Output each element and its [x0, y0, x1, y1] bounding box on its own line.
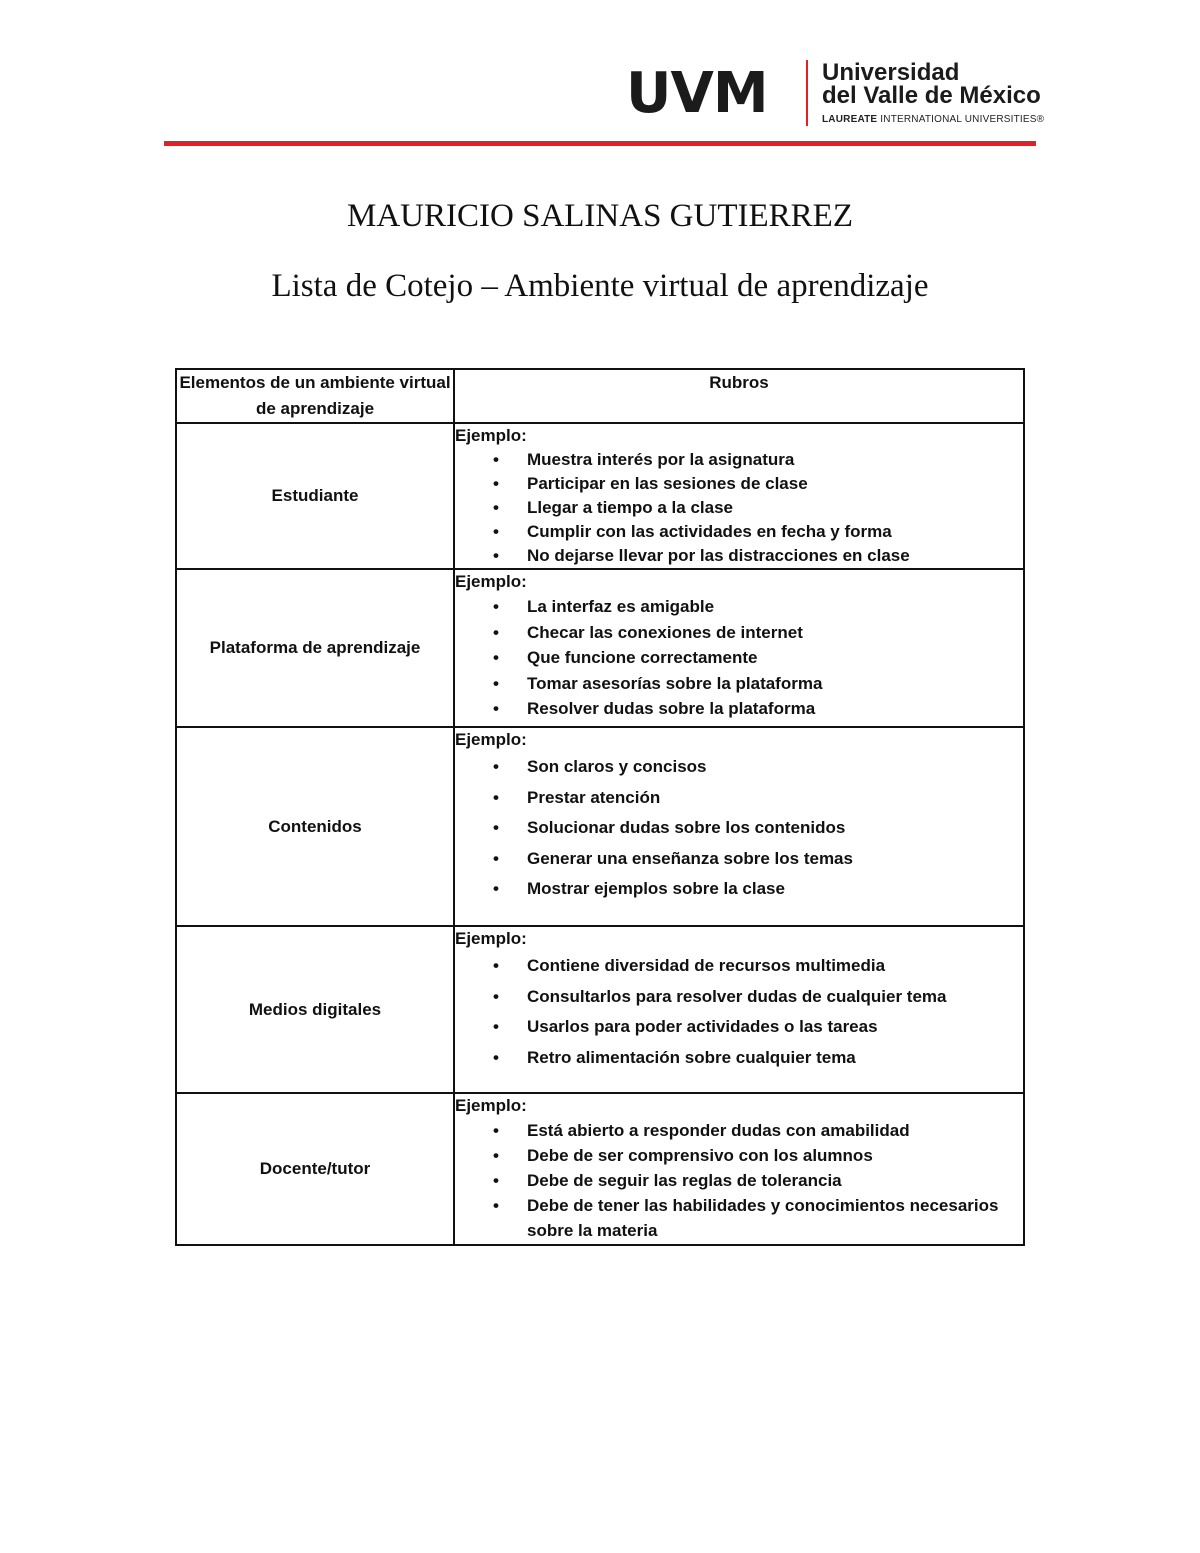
rubros-list	[455, 1118, 1023, 1243]
list-item: • Llegar a tiempo a la clase	[455, 496, 1023, 520]
list-item: • No dejarse llevar por las distracciones en clase	[455, 544, 1023, 568]
rubros-list	[455, 448, 1023, 568]
list-item: • Que funcione correctamente	[455, 645, 1023, 671]
list-item: • Está abierto a responder dudas con amabilidad	[455, 1118, 1023, 1143]
header-divider	[164, 141, 1036, 146]
list-item: • Mostrar ejemplos sobre la clase	[455, 874, 1023, 905]
list-item: • Checar las conexiones de internet	[455, 620, 1023, 646]
element-cell: Docente/tutor	[176, 1093, 454, 1245]
header-elements: Elementos de un ambiente virtual de aprendizaje	[176, 369, 454, 423]
header-rubros: Rubros	[454, 369, 1024, 423]
table-header-row	[176, 369, 1024, 423]
rubros-list	[455, 594, 1023, 722]
author-name: MAURICIO SALINAS GUTIERREZ	[347, 198, 853, 234]
table-row	[176, 569, 1024, 727]
table-row	[176, 1093, 1024, 1245]
list-item: • Prestar atención	[455, 783, 1023, 814]
table-row	[176, 727, 1024, 926]
table-row	[176, 926, 1024, 1093]
list-item: • Cumplir con las actividades en fecha y forma	[455, 520, 1023, 544]
logo-name-line1: Universidad	[822, 59, 960, 86]
element-cell: Medios digitales	[176, 926, 454, 1093]
list-item: • Muestra interés por la asignatura	[455, 448, 1023, 472]
rubros-list	[455, 951, 1023, 1073]
logo-tagline	[822, 114, 1044, 126]
uvm-logo	[626, 58, 1045, 130]
example-label: Ejemplo:	[455, 426, 527, 445]
list-item: • Consultarlos para resolver dudas de cualquier tema	[455, 982, 1023, 1013]
list-item: • Debe de seguir las reglas de tolerancia	[455, 1168, 1023, 1193]
rubros-cell	[454, 727, 1024, 926]
element-cell: Contenidos	[176, 727, 454, 926]
logo-separator	[806, 60, 808, 126]
list-item: • Debe de tener las habilidades y conocimientos necesarios sobre la materia	[455, 1193, 1023, 1243]
rubros-cell	[454, 423, 1024, 569]
rubros-cell	[454, 569, 1024, 727]
table-row	[176, 423, 1024, 569]
example-label: Ejemplo:	[455, 572, 527, 591]
list-item: • Retro alimentación sobre cualquier tema	[455, 1043, 1023, 1074]
element-cell: Estudiante	[176, 423, 454, 569]
logo-name-line2: del Valle de México	[822, 82, 1041, 109]
rubros-cell	[454, 1093, 1024, 1245]
rubros-cell	[454, 926, 1024, 1093]
document-title: Lista de Cotejo – Ambiente virtual de aprendizaje	[271, 268, 929, 304]
list-item: • La interfaz es amigable	[455, 594, 1023, 620]
example-label: Ejemplo:	[455, 730, 527, 749]
example-label: Ejemplo:	[455, 929, 527, 948]
list-item: • Debe de ser comprensivo con los alumnos	[455, 1143, 1023, 1168]
logo-tagline-bold: LAUREATE	[822, 114, 878, 125]
list-item: • Generar una enseñanza sobre los temas	[455, 844, 1023, 875]
list-item: • Solucionar dudas sobre los contenidos	[455, 813, 1023, 844]
element-cell: Plataforma de aprendizaje	[176, 569, 454, 727]
list-item: • Resolver dudas sobre la plataforma	[455, 696, 1023, 722]
logo-mark: UVM	[626, 61, 768, 126]
list-item: • Son claros y concisos	[455, 752, 1023, 783]
logo-tagline-rest: INTERNATIONAL UNIVERSITIES®	[877, 114, 1045, 125]
list-item: • Participar en las sesiones de clase	[455, 472, 1023, 496]
list-item: • Tomar asesorías sobre la plataforma	[455, 671, 1023, 697]
rubros-list	[455, 752, 1023, 905]
list-item: • Usarlos para poder actividades o las tareas	[455, 1012, 1023, 1043]
checklist-table	[175, 368, 1025, 1246]
example-label: Ejemplo:	[455, 1096, 527, 1115]
list-item: • Contiene diversidad de recursos multimedia	[455, 951, 1023, 982]
